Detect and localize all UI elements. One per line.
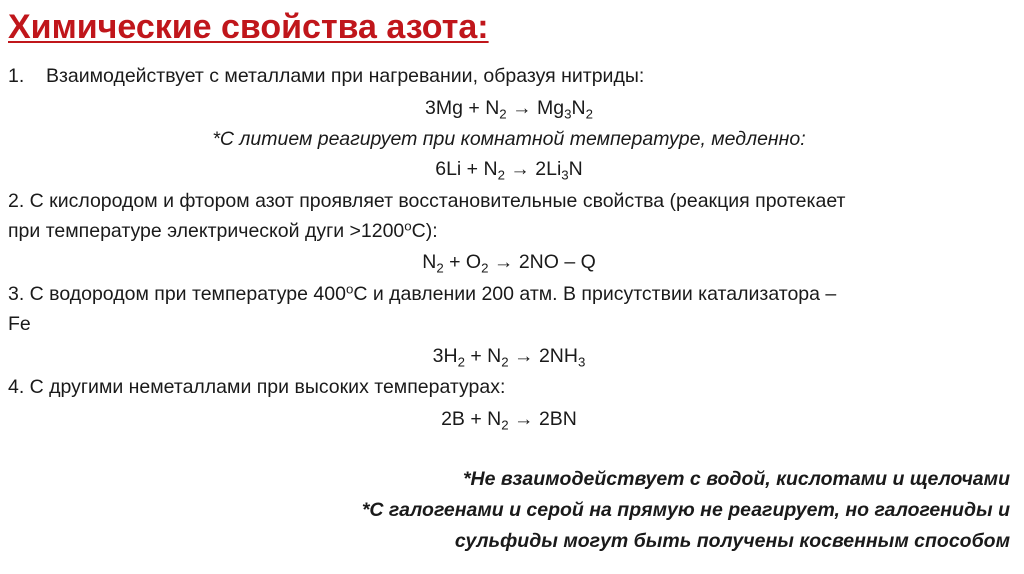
item-3-line-2: Fe <box>8 313 31 335</box>
lithium-note: *С литием реагирует при комнатной температуре, медленно: <box>212 128 806 150</box>
equation-ammonia: $3H_2 + N_2 \to 2NH_3$ <box>432 345 586 370</box>
item-2-line-1: 2. С кислородом и фтором азот проявляет восстановительные свойства (реакция протекает <box>8 190 846 212</box>
equation-no: $N_2 + O_2 \to 2NO - Q$ <box>422 251 596 276</box>
slide-title: Химические свойства азота: <box>8 8 489 46</box>
item-3-line-1: 3. С водородом при температуре 400$^o$C и давлении 200 атм. В присутствии катализатора – <box>8 281 837 305</box>
note-halogens-1: *С галогенами и серой на прямую не реагирует, но галогениды и <box>361 499 1010 521</box>
equation-bn: $2B + N_2 \to 2BN$ <box>441 408 577 433</box>
note-halogens-2: сульфиды могут быть получены косвенным способом <box>454 530 1010 552</box>
item-1-text: 1. Взаимодействует с металлами при нагревании, образуя нитриды: <box>8 65 645 87</box>
equation-li-nitride: $6Li + N_2 \to 2Li_3N$ <box>435 158 583 183</box>
item-2-line-2: при температуре электрической дуги $>1200^oC$): <box>8 218 438 242</box>
item-4-text: 4. С другими неметаллами при высоких температурах: <box>8 376 506 398</box>
equation-mg-nitride: $3Mg + N_2 \to Mg_3N_2$ <box>425 97 593 122</box>
note-water: *Не взаимодействует с водой, кислотами и щелочами <box>462 468 1010 490</box>
